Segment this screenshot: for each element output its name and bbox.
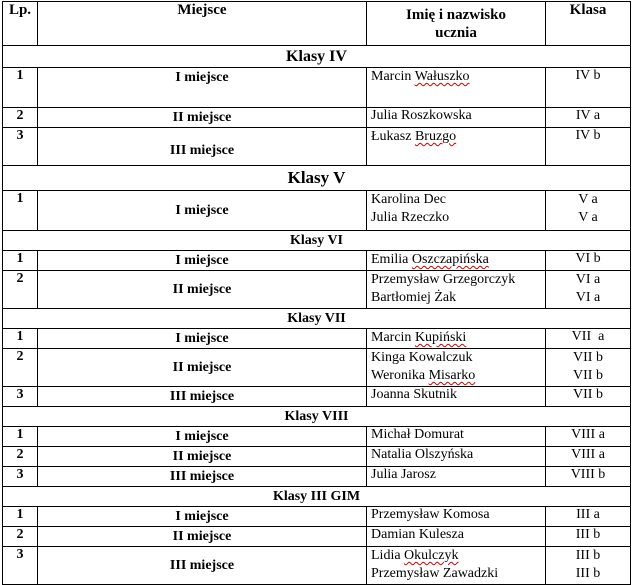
header-row [3, 2, 631, 46]
row-place: I miejsce [38, 191, 367, 231]
section-title: Klasy III GIM [3, 487, 631, 507]
header-place: Miejsce [38, 2, 367, 46]
row-place: II miejsce [38, 447, 367, 467]
section-row [3, 231, 631, 251]
row-class [546, 547, 631, 585]
row-lp: 1 [3, 329, 38, 349]
row-place: III miejsce [38, 387, 367, 407]
row-class: VIII a [546, 427, 631, 447]
row-student-name [367, 547, 546, 585]
student-name-surname: Okulczyk [404, 548, 459, 563]
student-name: Marcin Wałuszko [371, 69, 470, 84]
student-name: Lidia Okulczyk [371, 548, 459, 563]
row-class: VII a [546, 329, 631, 349]
row-lp: 1 [3, 68, 38, 108]
row-lp: 3 [3, 547, 38, 585]
student-name: Emilia Oszczapińska [371, 252, 489, 267]
section-title: Klasy VI [3, 231, 631, 251]
row-student-name [367, 329, 546, 349]
results-table [2, 1, 631, 585]
row-class: IV b [546, 68, 631, 108]
header-name-line2: ucznia [435, 24, 477, 41]
row-student-name: Przemysław Komosa [367, 507, 546, 527]
row-place: II miejsce [38, 108, 367, 128]
header-name [367, 2, 546, 46]
row-student-name [367, 191, 546, 231]
row-lp: 3 [3, 467, 38, 487]
row-place: II miejsce [38, 527, 367, 547]
student-name: Julia Rzeczko [371, 210, 450, 225]
student-name-surname: Misarko [428, 368, 476, 383]
row-place: II miejsce [38, 271, 367, 309]
row-student-name: Damian Kulesza [367, 527, 546, 547]
row-lp: 2 [3, 447, 38, 467]
table-row [3, 387, 631, 407]
row-class: III a [546, 507, 631, 527]
row-place: I miejsce [38, 329, 367, 349]
table-row [3, 467, 631, 487]
table-row [3, 427, 631, 447]
row-lp: 1 [3, 507, 38, 527]
row-student-name: Michał Domurat [367, 427, 546, 447]
table-row [3, 68, 631, 108]
row-student-name: Natalia Olszyńska [367, 447, 546, 467]
row-place: III miejsce [38, 128, 367, 166]
student-class: VI a [575, 272, 601, 287]
row-class: VIII a [546, 447, 631, 467]
row-lp: 3 [3, 128, 38, 166]
table-row [3, 251, 631, 271]
student-class: VI a [575, 290, 601, 305]
table-row [3, 329, 631, 349]
table-row [3, 108, 631, 128]
table-row [3, 527, 631, 547]
student-name: Łukasz Bruzgo [371, 129, 457, 144]
row-lp: 2 [3, 527, 38, 547]
section-title: Klasy V [3, 166, 631, 191]
row-place: I miejsce [38, 68, 367, 108]
student-name: Kinga Kowalczuk [371, 350, 473, 365]
row-student-name [367, 68, 546, 108]
row-lp: 2 [3, 108, 38, 128]
row-class [546, 349, 631, 387]
row-class: VI b [546, 251, 631, 271]
row-student-name: Joanna Skutnik [367, 387, 546, 407]
section-row [3, 166, 631, 191]
row-class: III b [546, 527, 631, 547]
row-student-name: Julia Jarosz [367, 467, 546, 487]
row-place: III miejsce [38, 467, 367, 487]
row-place: I miejsce [38, 427, 367, 447]
student-name-surname: Wałuszko [414, 69, 470, 84]
table-row [3, 349, 631, 387]
section-title: Klasy VII [3, 309, 631, 329]
header-class: Klasa [546, 2, 631, 46]
table-row [3, 271, 631, 309]
student-name-surname: Kupiński [414, 330, 467, 345]
table-row [3, 191, 631, 231]
row-student-name: Julia Roszkowska [367, 108, 546, 128]
section-row [3, 309, 631, 329]
student-name: Przemysław Grzegorczyk [371, 272, 516, 287]
row-lp: 1 [3, 427, 38, 447]
row-class [546, 271, 631, 309]
row-place: III miejsce [38, 547, 367, 585]
row-class [546, 191, 631, 231]
student-name: Marcin Kupiński [371, 330, 467, 345]
student-name-surname: Oszczapińska [411, 252, 489, 267]
row-class: VII b [546, 387, 631, 407]
student-class: VII b [573, 368, 603, 383]
section-row [3, 487, 631, 507]
student-class: V a [578, 192, 598, 207]
section-row [3, 407, 631, 427]
row-lp: 1 [3, 191, 38, 231]
student-class: III b [575, 548, 601, 563]
header-name-line1: Imię i nazwisko [405, 6, 506, 23]
row-place: I miejsce [38, 251, 367, 271]
section-title: Klasy VIII [3, 407, 631, 427]
section-title: Klasy IV [3, 46, 631, 68]
section-row [3, 46, 631, 68]
student-name: Weronika Misarko [371, 368, 476, 383]
row-class: IV b [546, 128, 631, 166]
row-place: II miejsce [38, 349, 367, 387]
student-name: Przemysław Zawadzki [371, 566, 499, 581]
row-student-name [367, 349, 546, 387]
table-row [3, 128, 631, 166]
table-row [3, 547, 631, 585]
row-class: IV a [546, 108, 631, 128]
row-student-name [367, 128, 546, 166]
row-lp: 2 [3, 349, 38, 387]
student-class: V a [578, 210, 598, 225]
student-name: Bartłomiej Żak [371, 290, 457, 305]
row-class: VIII b [546, 467, 631, 487]
student-name-surname: Bruzgo [414, 129, 457, 144]
row-place: I miejsce [38, 507, 367, 527]
row-student-name [367, 251, 546, 271]
row-lp: 2 [3, 271, 38, 309]
student-name: Karolina Dec [371, 192, 447, 207]
table-row [3, 447, 631, 467]
table-row [3, 507, 631, 527]
student-class: III b [575, 566, 601, 581]
header-lp: Lp. [3, 2, 38, 46]
row-student-name [367, 271, 546, 309]
row-lp: 1 [3, 251, 38, 271]
row-lp: 3 [3, 387, 38, 407]
student-class: VII b [573, 350, 603, 365]
